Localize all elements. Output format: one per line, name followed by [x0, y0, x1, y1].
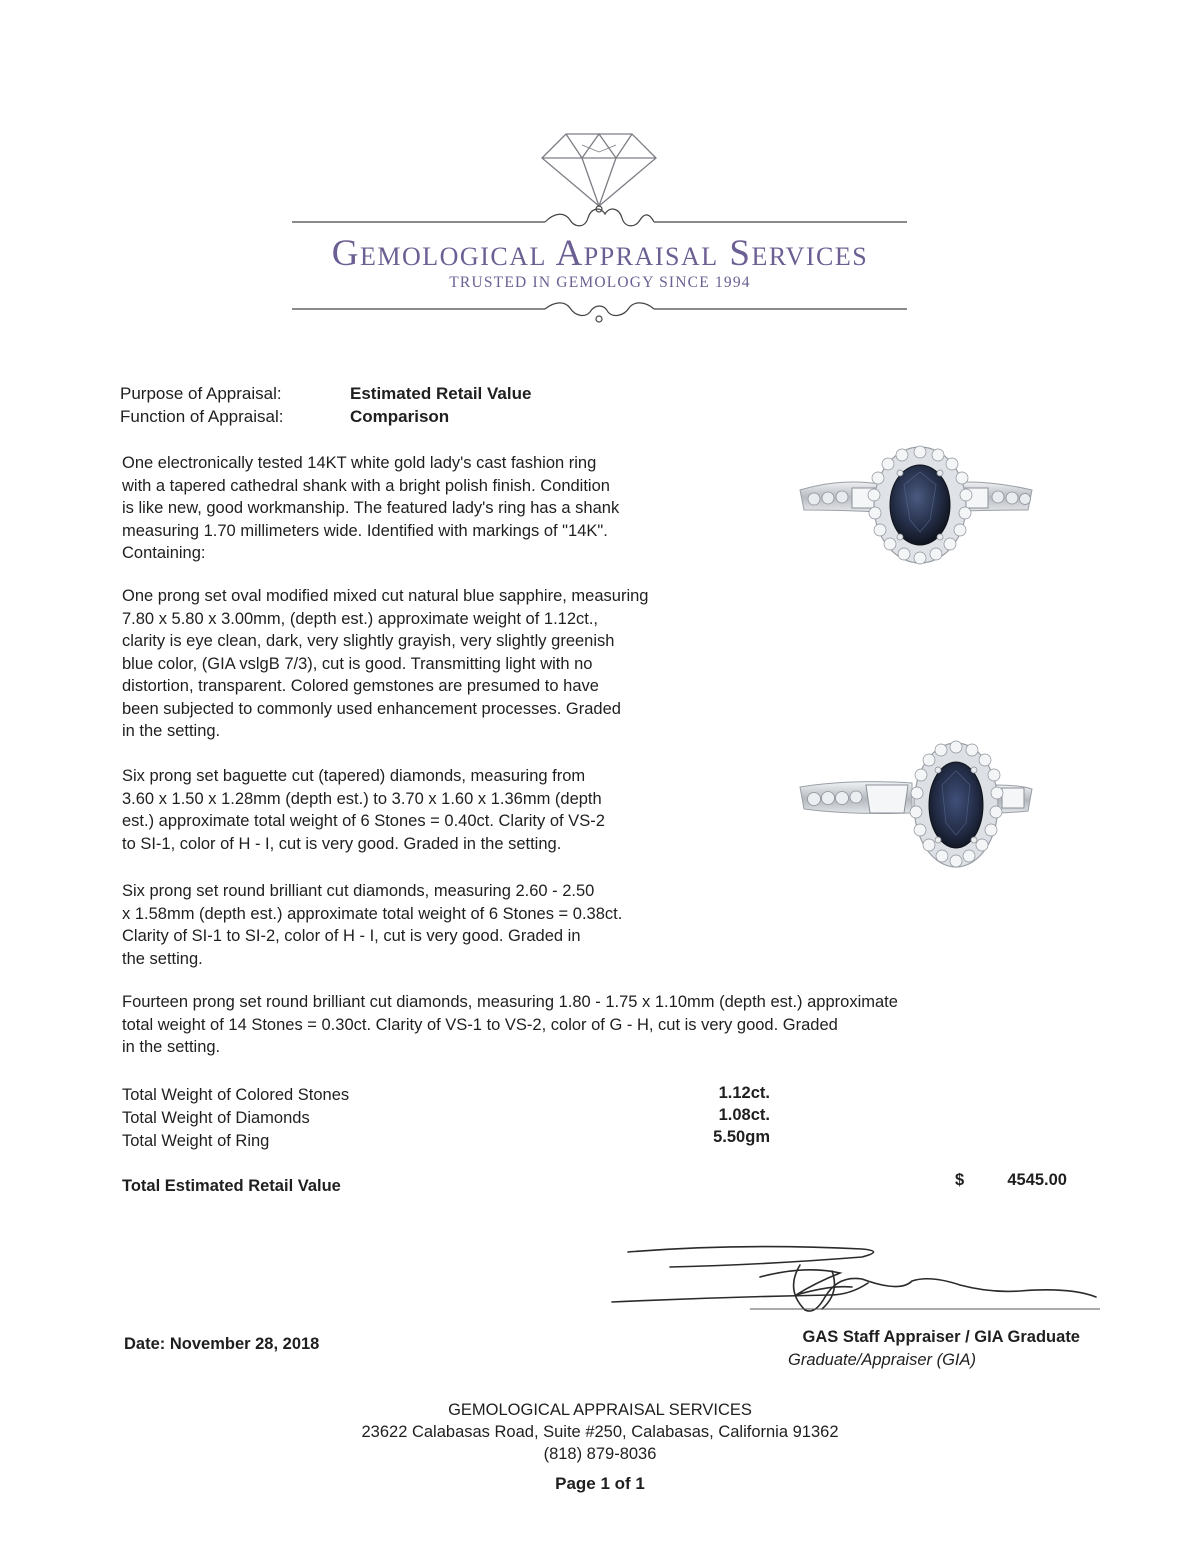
company-name-heading: Gemological Appraisal Services [331, 233, 869, 274]
footer-address: 23622 Calabasas Road, Suite #250, Calabasas, California 91362 [361, 1423, 839, 1441]
function-label: Function of Appraisal: [120, 407, 284, 426]
top-divider-flourish [292, 206, 907, 226]
round-diamonds-description: Six prong set round brilliant cut diamonds, measuring 2.60 - 2.50 x 1.58mm (depth est.) approximate total weight of 6 Stones = 0.38ct. Clarity of SI-1 to SI-2, color of H - I, cut is very good. Graded in the setting. [122, 882, 623, 968]
retail-value-amount: 4545.00 [1007, 1171, 1067, 1189]
letterhead-graphics [0, 0, 1200, 350]
total-ring-weight-label: Total Weight of Ring [122, 1132, 270, 1150]
total-diamonds-label: Total Weight of Diamonds [122, 1109, 310, 1127]
currency-symbol: $ [955, 1171, 965, 1189]
diamond-outline-icon [542, 134, 656, 206]
appraisal-date: Date: November 28, 2018 [124, 1335, 320, 1353]
page-number: Page 1 of 1 [555, 1474, 645, 1493]
letterhead [0, 0, 1200, 350]
sapphire-description: One prong set oval modified mixed cut natural blue sapphire, measuring 7.80 x 5.80 x 3.00mm, (depth est.) approximate weight of 1.12ct., clarity is eye clean, dark, very slightly grayish, very slightly greenish blue color, (GIA vslgB 7/3), cut is good. Transmitting light with no distortion, transparent. Colored gemstones are presumed to have been subjected to commonly used enhancement processes. Graded in the setting. [122, 587, 649, 740]
melee-diamonds-description: Fourteen prong set round brilliant cut diamonds, measuring 1.80 - 1.75 x 1.10mm (depth est.) approximate total weight of 14 Stones = 0.30ct. Clarity of VS-1 to VS-2, color of G - H, cut is very good. Graded in the setting. [122, 993, 898, 1056]
total-ring-weight-value: 5.50gm [713, 1128, 770, 1146]
appraiser-title: GAS Staff Appraiser / GIA Graduate [802, 1328, 1080, 1346]
footer-phone: (818) 879-8036 [543, 1445, 657, 1463]
ring-photo-top-view [770, 440, 1050, 570]
retail-value-label: Total Estimated Retail Value [122, 1177, 341, 1195]
ring-photo-angled-view [770, 735, 1050, 875]
appraiser-signature [600, 1235, 1100, 1325]
baguette-diamonds-description: Six prong set baguette cut (tapered) diamonds, measuring from 3.60 x 1.50 x 1.28mm (depth est.) to 3.70 x 1.60 x 1.36mm (depth est.) approximate total weight of 6 Stones = 0.40ct. Clarity of VS-2 to SI-1, color of H - I, cut is very good. Graded in the setting. [122, 767, 605, 853]
function-value: Comparison [350, 407, 450, 426]
total-diamonds-value: 1.08ct. [718, 1106, 770, 1124]
total-colored-stones-label: Total Weight of Colored Stones [122, 1086, 350, 1104]
bottom-divider-flourish [292, 303, 907, 322]
ring-description: One electronically tested 14KT white gold lady's cast fashion ring with a tapered cathedral shank with a bright polish finish. Condition is like new, good workmanship. The featured lady's ring has a shank measuring 1.70 millimeters wide. Identified with markings of "14K". Containing: [122, 454, 620, 562]
purpose-label: Purpose of Appraisal: [120, 384, 282, 403]
company-tagline: TRUSTED IN GEMOLOGY SINCE 1994 [449, 274, 751, 291]
appraiser-credential: Graduate/Appraiser (GIA) [788, 1351, 976, 1369]
purpose-value: Estimated Retail Value [350, 384, 532, 403]
footer-company: GEMOLOGICAL APPRAISAL SERVICES [448, 1401, 752, 1419]
total-colored-stones-value: 1.12ct. [718, 1084, 770, 1102]
